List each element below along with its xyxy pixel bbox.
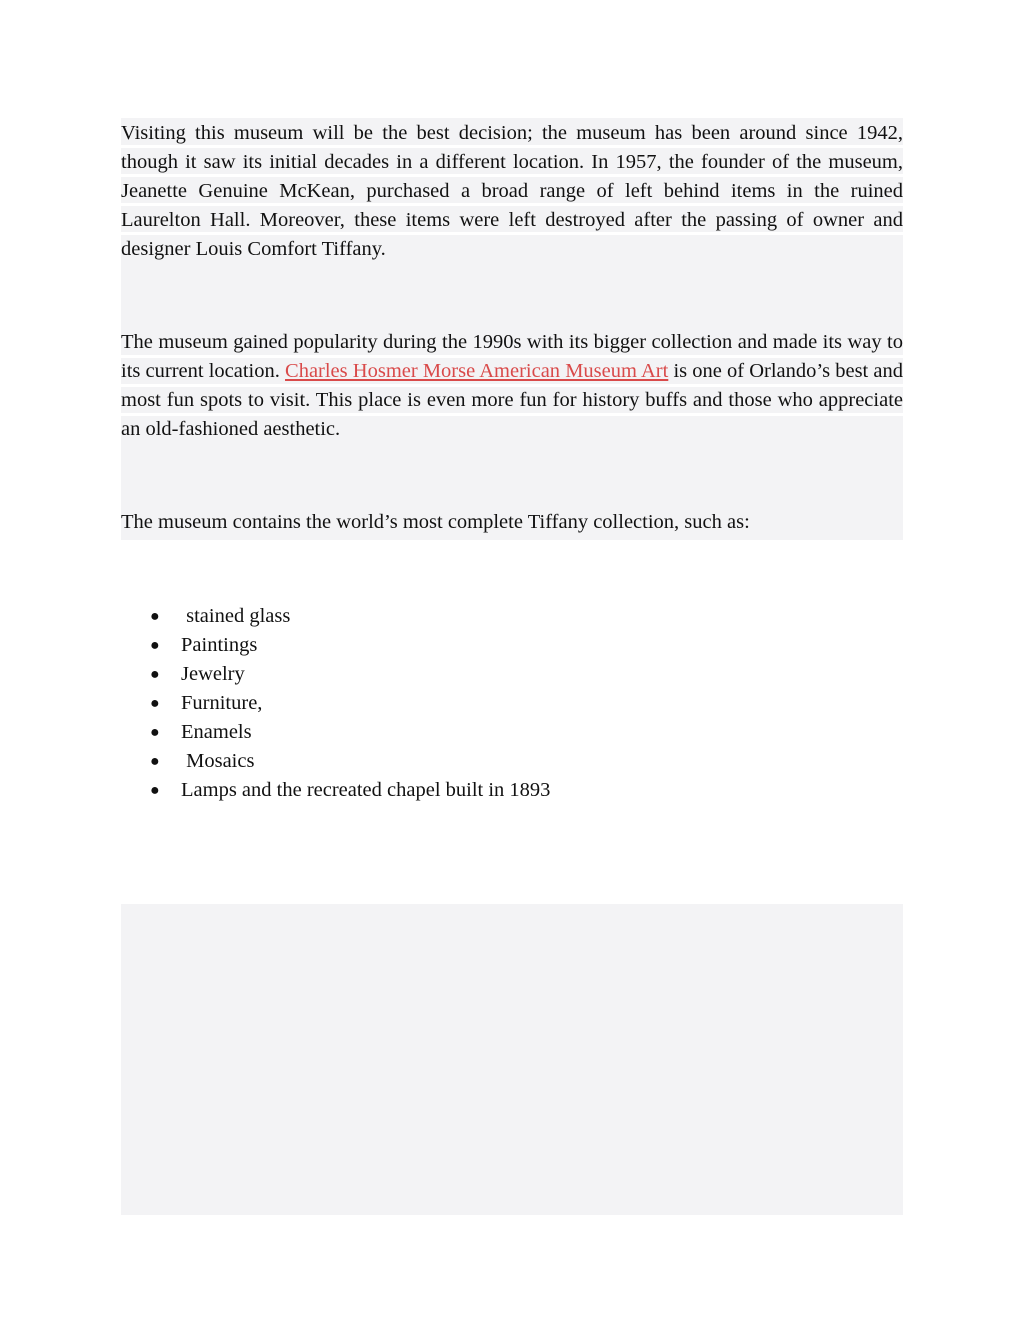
paragraph-popularity-text-start: The museum gained popularity during the 1990s with its bigger collection and made its way to its current location.	[121, 331, 903, 382]
image-placeholder	[121, 904, 903, 1215]
bullet-icon: ●	[150, 695, 160, 712]
paragraph-collection-intro-text: The museum contains the world’s most complete Tiffany collection, such as:	[121, 511, 750, 533]
paragraph-popularity	[121, 328, 903, 444]
bullet-icon: ●	[150, 666, 160, 683]
list-item-label: stained glass	[181, 605, 291, 627]
list-item-label: Lamps and the recreated chapel built in 1893	[181, 779, 551, 801]
bullet-icon: ●	[150, 637, 160, 654]
list-item-label: Enamels	[181, 721, 252, 743]
collection-list	[121, 602, 550, 805]
museum-link[interactable]: Charles Hosmer Morse American Museum Art	[285, 360, 669, 382]
paragraph-popularity-text-end: is one of Orlando’s best and most fun spots to visit. This place is even more fun for history buffs and those who appreciate an old-fashioned aesthetic.	[121, 360, 903, 440]
paragraph-history-text: Visiting this museum will be the best decision; the museum has been around since 1942, though it saw its initial decades in a different location. In 1957, the founder of the museum, Jeanette Genuine McKean, purchased a broad range of left behind items in the ruined Laurelton Hall. Moreover, these items were left destroyed after the passing of owner and designer Louis Comfort Tiffany.	[121, 122, 903, 260]
bullet-icon: ●	[150, 782, 160, 799]
list-item-label: Paintings	[181, 634, 258, 656]
list-item	[121, 776, 550, 805]
list-item	[121, 602, 550, 631]
list-item-label: Jewelry	[181, 663, 245, 685]
paragraph-collection-intro	[121, 508, 903, 537]
list-item	[121, 631, 550, 660]
paragraph-history	[121, 119, 903, 264]
list-item-label: Mosaics	[181, 750, 255, 772]
list-item	[121, 718, 550, 747]
bullet-icon: ●	[150, 753, 160, 770]
list-item	[121, 747, 550, 776]
list-item	[121, 689, 550, 718]
bullet-icon: ●	[150, 724, 160, 741]
list-item	[121, 660, 550, 689]
bullet-icon: ●	[150, 608, 160, 625]
list-item-label: Furniture,	[181, 692, 263, 714]
